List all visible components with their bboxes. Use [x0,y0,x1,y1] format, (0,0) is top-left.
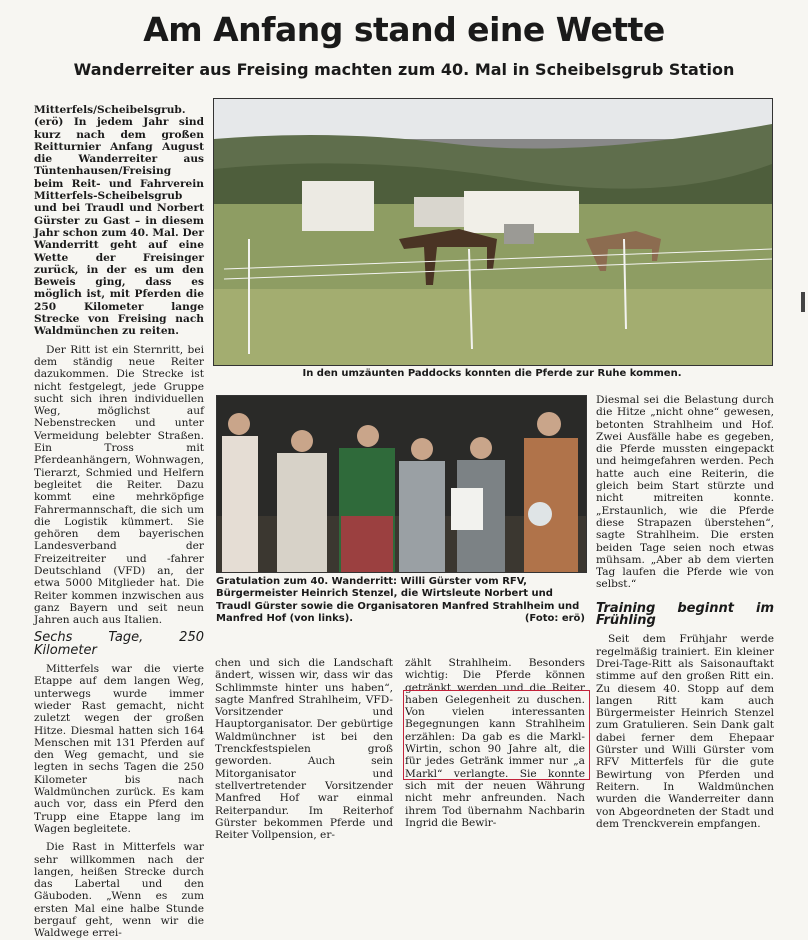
paragraph: Die Rast in Mitterfels war sehr willkommen nach der langen, heißen Strecke durch das Labertal und den Gäuboden. „Wenn es zum ersten Mal eine halbe Stunde bergauf geht, wenn wir die Waldwege errei- [34,841,204,940]
group-image [217,396,586,572]
paddock-photo-caption: In den umzäunten Paddocks konnten die Pferde zur Ruhe kommen. [302,368,682,379]
paragraph: zählt Strahlheim. Besonders wichtig: Die Pferde können getränkt werden und die Reiter haben Gelegenheit zu duschen. Von vielen interessanten Begegnungen kann Strahlheim erzählen: Da gab es die Markl-Wirtin, schon 90 Jahre alt, die für jedes Getränk immer nur „a Markl“ verlangte. Sie konnte sich mit der neuen Währung nicht mehr anfreunden. Nach ihrem Tod übernahm Nachbarin Ingrid die Bewir- [405,657,585,829]
paragraph: chen und sich die Landschaft ändert, wissen wir, dass wir das Schlimmste hinter uns haben“, sagte Manfred Strahlheim, VFD-Vorsitzender und Hauptorganisator. Der gebürtige Waldmünchner ist bei den Trenckfestspielen groß geworden. Auch sein Mitorganisator und stellvertretender Vorsitzender Manfred Hof war einmal Reiterpandur. Im Reiterhof Gürster bekommen Pferde und Reiter Vollpension, er- [215,657,393,842]
article-column-2 [215,657,393,842]
paragraph: Diesmal sei die Belastung durch die Hitze „nicht ohne“ gewesen, betonten Strahlheim und Hof. Zwei Ausfälle habe es gegeben, die Pferde mussten eingepackt und heimgefahren werden. Pech hatte auch eine Reiterin, die gleich beim Start stürzte und nicht mitreiten konnte. „Erstaunlich, wie die Pferde diese Strapazen überstehen“, sagte Strahlheim. Die ersten beiden Tage seien noch etwas mühsam. „Aber ab dem vierten Tag laufen die Pferde wie von selbst.“ [596,394,774,591]
article-column-1 [34,104,204,940]
section-title: Training beginnt im Frühling [596,600,774,629]
subheadline: Wanderreiter aus Freising machten zum 40. Mal in Scheibelsgrub Station [73,60,735,79]
article-column-4 [596,394,774,830]
paragraph: Mitterfels war die vierte Etappe auf dem langen Weg, unterwegs wurde immer wieder Rast gemacht, nicht zuletzt wegen der großen Hitze. Diesmal hatten sich 164 Menschen mit 131 Pferden auf den Weg gemacht, und sie legten in sechs Tagen die 250 Kilometer bis nach Waldmünchen zurück. Es kam auch vor, dass ein Pferd den Trupp eine Etappe lang im Wagen begleitete. [34,663,204,835]
highlight-box [403,690,590,780]
paddock-image [214,99,772,365]
section-title: Sechs Tage, 250 Kilometer [34,630,204,658]
paddock-photo [213,98,773,366]
intro-paragraph: Mitterfels/Scheibelsgrub. (erö) In jedem Jahr sind kurz nach dem großen Reitturnier Anfang August die Wanderreiter aus Tüntenhausen/Freising beim Reit- und Fahrverein Mitterfels-Scheibelsgrub und bei Traudl und Norbert Gürster zu Gast – in diesem Jahr schon zum 40. Mal. Der Wanderritt geht auf eine Wette der Freisinger zurück, in der es um den Beweis ging, dass es möglich ist, mit Pferden die 250 Kilometer lange Strecke von Freising nach Waldmünchen zu reiten. [34,104,204,338]
paragraph: Seit dem Frühjahr werde regelmäßig trainiert. Ein kleiner Drei-Tage-Ritt als Saisonauftakt stimme auf den großen Ritt ein. Zu diesem 40. Stopp auf dem langen Ritt kam auch Bürgermeister Heinrich Stenzel zum Gratulieren. Sein Dank galt dabei ferner dem Ehepaar Gürster und Willi Gürster vom RFV Mitterfels für die gute Bewirtung von Pferden und Reitern. In Waldmünchen wurden die Wanderreiter dann von Abgeordneten der Stadt und dem Trenckverein empfangen. [596,633,774,830]
scan-edge-mark [801,292,805,312]
group-photo-caption-text: Gratulation zum 40. Wanderritt: Willi Gürster vom RFV, Bürgermeister Heinrich Stenzel, die Wirtsleute Norbert und Traudl Gürster sowie die Organisatoren Manfred Strahlheim und Manfred Hof (von links). [216,576,580,625]
photo-credit: (Foto: erö) [524,613,585,625]
headline: Am Anfang stand eine Wette [143,10,665,49]
paragraph: Der Ritt ist ein Sternritt, bei dem ständig neue Reiter dazukommen. Die Strecke ist nicht festgelegt, jede Gruppe sucht sich ihren individuellen Weg, möglichst auf Nebenstrecken und unter Vermeidung belebter Straßen. Ein Tross mit Pferdeanhängern, Wohnwagen, Tierarzt, Schmied und Helfern begleitet die Reiter. Dazu kommt eine mehrköpfige Fahrermannschaft, die sich um die Logistik kümmert. Sie gehören dem bayerischen Landesverband der Freizeitreiter und -fahrer Deutschland (VFD) an, der etwa 5000 Mitglieder hat. Die Reiter kommen inzwischen aus ganz Bayern und seit neun Jahren auch aus Italien. [34,343,204,627]
group-photo [216,395,587,573]
group-photo-caption [216,576,585,626]
